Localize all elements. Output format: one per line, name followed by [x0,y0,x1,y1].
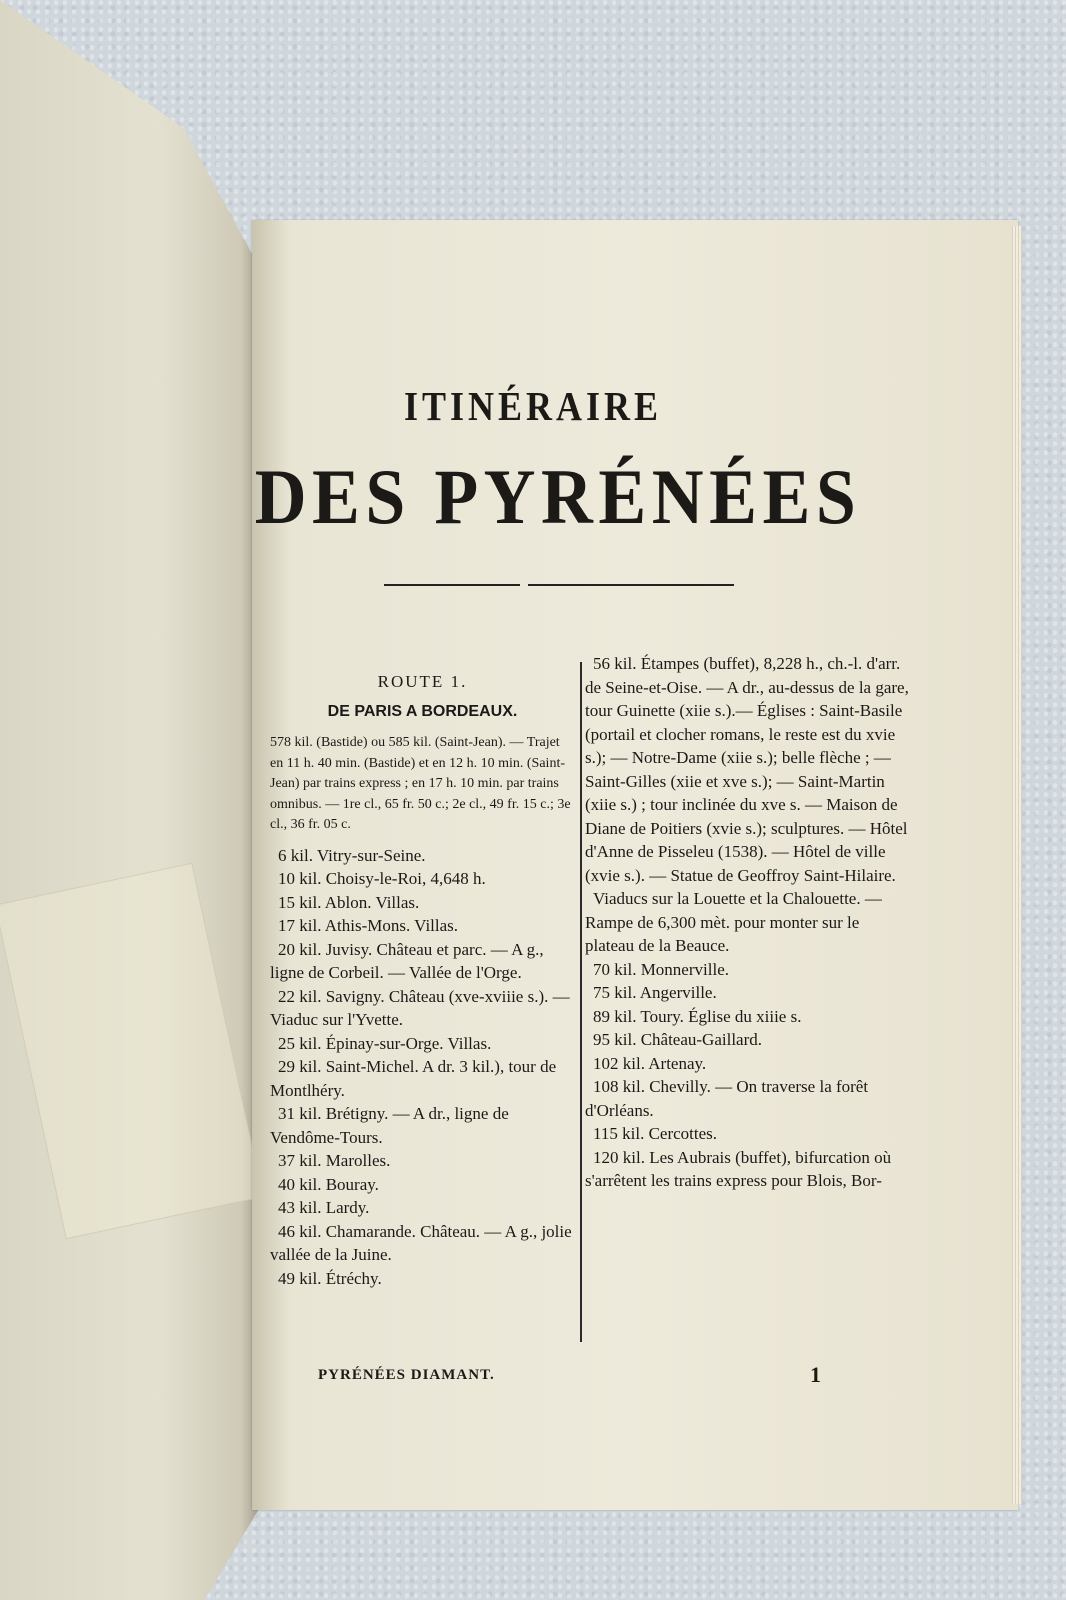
left-page [0,0,262,1600]
left-entry: 49 kil. Étréchy. [278,1268,382,1288]
right-entry: 89 kil. Toury. Église du xiiie s. [593,1006,802,1026]
footer-signature: PYRÉNÉES DIAMANT. [318,1367,495,1383]
left-entry: 17 kil. Athis-Mons. Villas. [278,916,459,935]
right-entry: 102 kil. Artenay. [593,1053,707,1073]
right-column [585,652,910,1193]
title-rule-right [528,584,734,586]
right-entry: 70 kil. Monnerville. [593,959,729,979]
title-itineraire: ITINÉRAIRE [403,383,663,429]
left-entry: 31 kil. Brétigny. — A dr., ligne de Vendôme-Tours. [270,1104,509,1147]
left-entry: 15 kil. Ablon. Villas. [278,892,420,912]
left-entry: 43 kil. Lardy. [278,1198,370,1217]
route-number: ROUTE 1. [377,672,468,691]
title-rule-left [384,584,520,586]
right-entry: 108 kil. Chevilly. — On traverse la forêt d'Orléans. [585,1077,869,1120]
left-column [270,670,575,1290]
left-entry: 29 kil. Saint-Michel. A dr. 3 kil.), tour de Montlhéry. [270,1057,557,1100]
page-number: 1 [810,1362,821,1387]
left-entry: 40 kil. Bouray. [278,1174,379,1194]
left-entry: 37 kil. Marolles. [278,1151,391,1170]
route-title: DE PARIS A BORDEAUX. [327,702,518,720]
left-entry: 20 kil. Juvisy. Château et parc. — A g., ligne de Corbeil. — Vallée de l'Orge. [270,939,544,982]
right-entry: 120 kil. Les Aubrais (buffet), bifurcation où s'arrêtent les trains express pour Blois, Bor- [585,1147,892,1190]
title-pyrenees: DES PYRÉNÉES [254,453,862,540]
right-entry: 75 kil. Angerville. [593,983,717,1002]
route-summary: 578 kil. (Bastide) ou 585 kil. (Saint-Jean). — Trajet en 11 h. 40 min. (Bastide) et en 12 h. 10 min. (Saint-Jean) par trains express ; en 17 h. 10 min. par trains omnibus. — 1re cl., 65 fr. 50 c.; 2e cl., 49 fr. 15 c.; 3e cl., 36 fr. 05 c. [270,735,571,832]
right-entry: 56 kil. Étampes (buffet), 8,228 h., ch.-l. d'arr. de Seine-et-Oise. — A dr., au-dessus de la gare, tour Guinette (xiie s.).— Églises : Saint-Basile (portail et clocher romans, le reste est du xvie s.); — Notre-Dame (xiie s.); belle flèche ; — Saint-Gilles (xiie et xve s.); — Saint-Martin (xiie s.) ; tour inclinée du xve s. — Maison de Diane de Poitiers (xvie s.); sculptures. — Hôtel d'Anne de Pisseleu (1538). — Hôtel de ville (xvie s.). — Statue de Geoffroy Saint-Hilaire. [585,654,909,885]
right-entry: 115 kil. Cercottes. [593,1124,718,1143]
left-entry: 22 kil. Savigny. Château (xve-xviiie s.). — Viaduc sur l'Yvette. [270,986,570,1029]
left-entry: 46 kil. Chamarande. Château. — A g., jolie vallée de la Juine. [270,1221,572,1264]
left-entry: 10 kil. Choisy-le-Roi, 4,648 h. [278,869,486,888]
left-entry: 25 kil. Épinay-sur-Orge. Villas. [278,1033,492,1053]
column-divider [580,662,582,1342]
right-entry: Viaducs sur la Louette et la Chalouette. — Rampe de 6,300 mèt. pour monter sur le plateau de la Beauce. [585,889,882,955]
right-entry: 95 kil. Château-Gaillard. [593,1030,763,1049]
left-entry: 6 kil. Vitry-sur-Seine. [278,845,426,865]
